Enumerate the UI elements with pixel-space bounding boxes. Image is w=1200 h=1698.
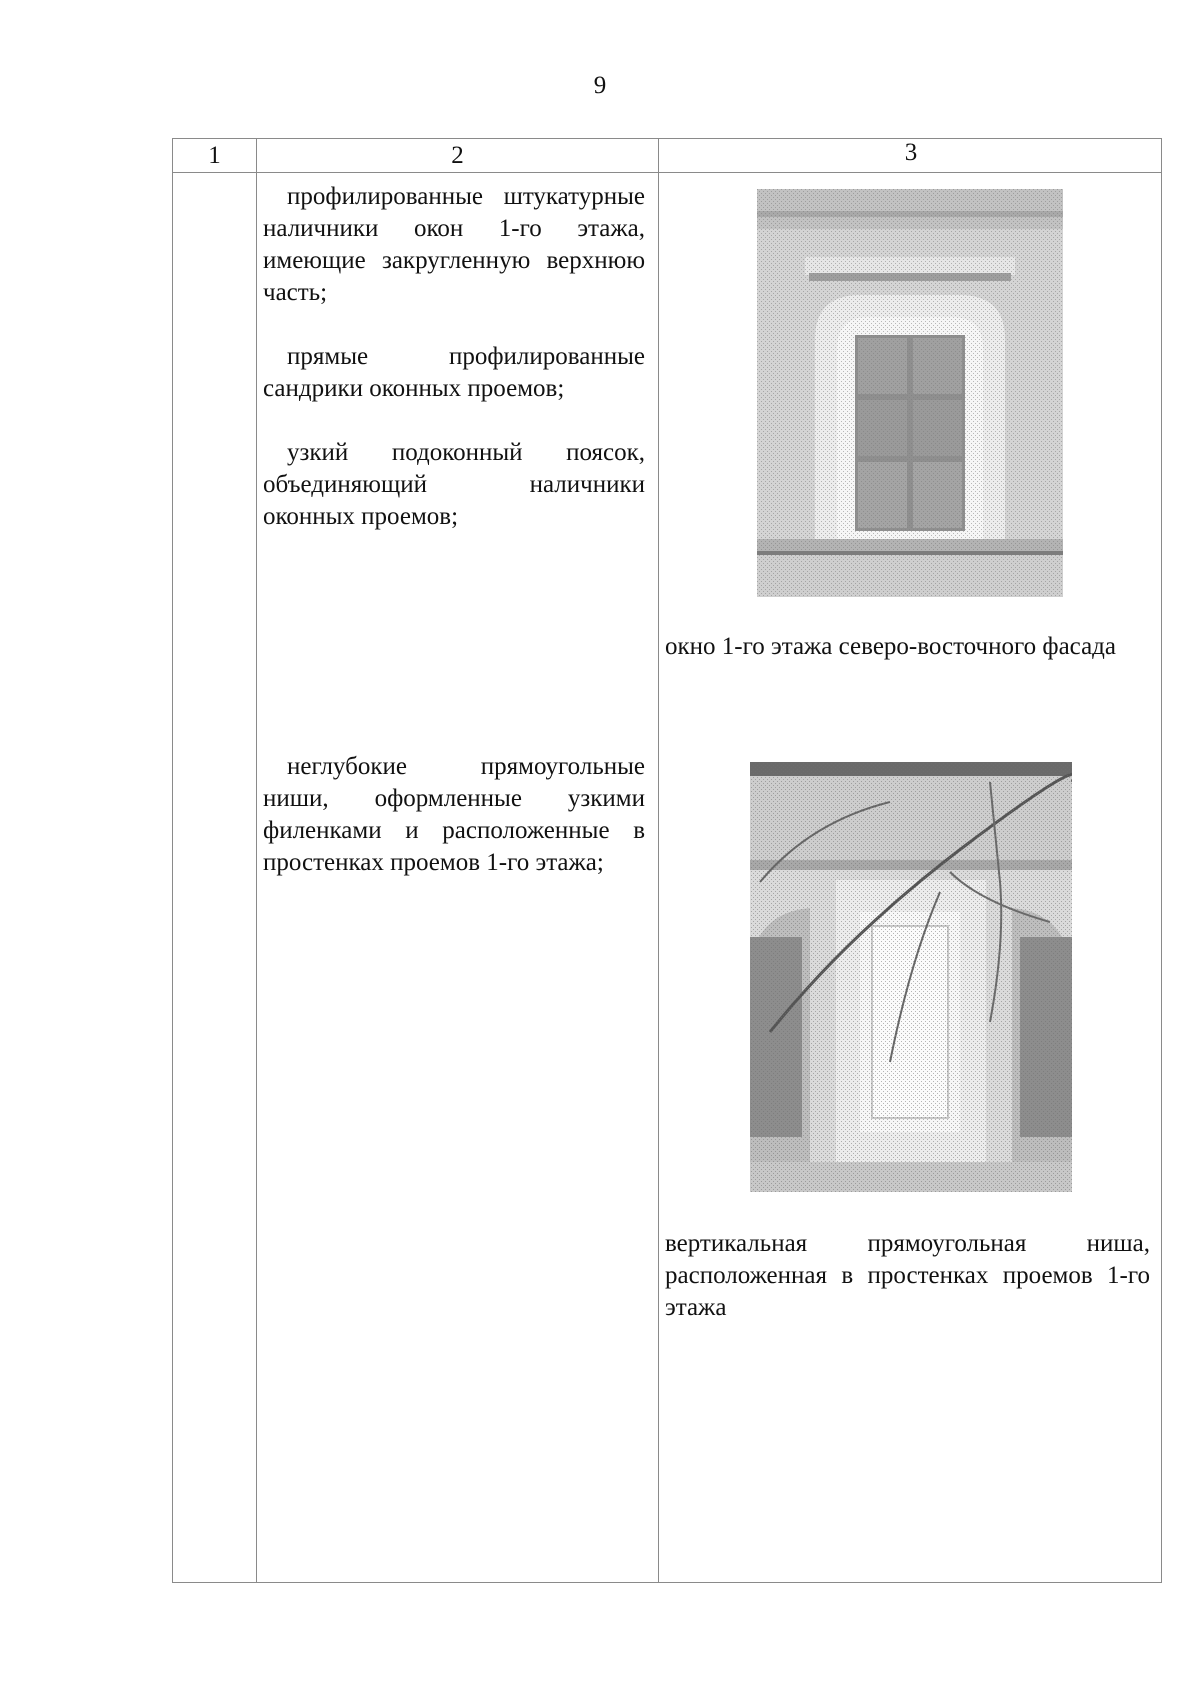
header-divider [173, 172, 1161, 173]
feature-description: узкий подоконный поясок, объединяющий наличники оконных проемов; [263, 439, 645, 530]
column-divider [658, 139, 659, 1582]
feature-description: профилированные штукатурные наличники окон 1-го этажа, имеющие закругленную верхнюю часть; [263, 183, 645, 306]
heritage-table [172, 138, 1162, 1583]
feature-description: прямые профилированные сандрики оконных проемов; [263, 343, 645, 402]
header-col-2: 2 [451, 142, 464, 169]
feature-description: неглубокие прямоугольные ниши, оформленные узкими филенками и расположенные в простенках проемов 1-го этажа; [263, 753, 645, 876]
niche-photo [750, 762, 1072, 1192]
page-number: 9 [593, 72, 607, 99]
photo-caption: окно 1-го этажа северо-восточного фасада [665, 633, 1116, 660]
header-col-1: 1 [208, 142, 221, 169]
photo-caption: вертикальная прямоугольная ниша, расположенная в простенках проемов 1-го этажа [665, 1230, 1150, 1321]
header-col-3: 3 [904, 139, 918, 166]
column-divider [256, 139, 257, 1582]
window-photo [757, 189, 1063, 597]
